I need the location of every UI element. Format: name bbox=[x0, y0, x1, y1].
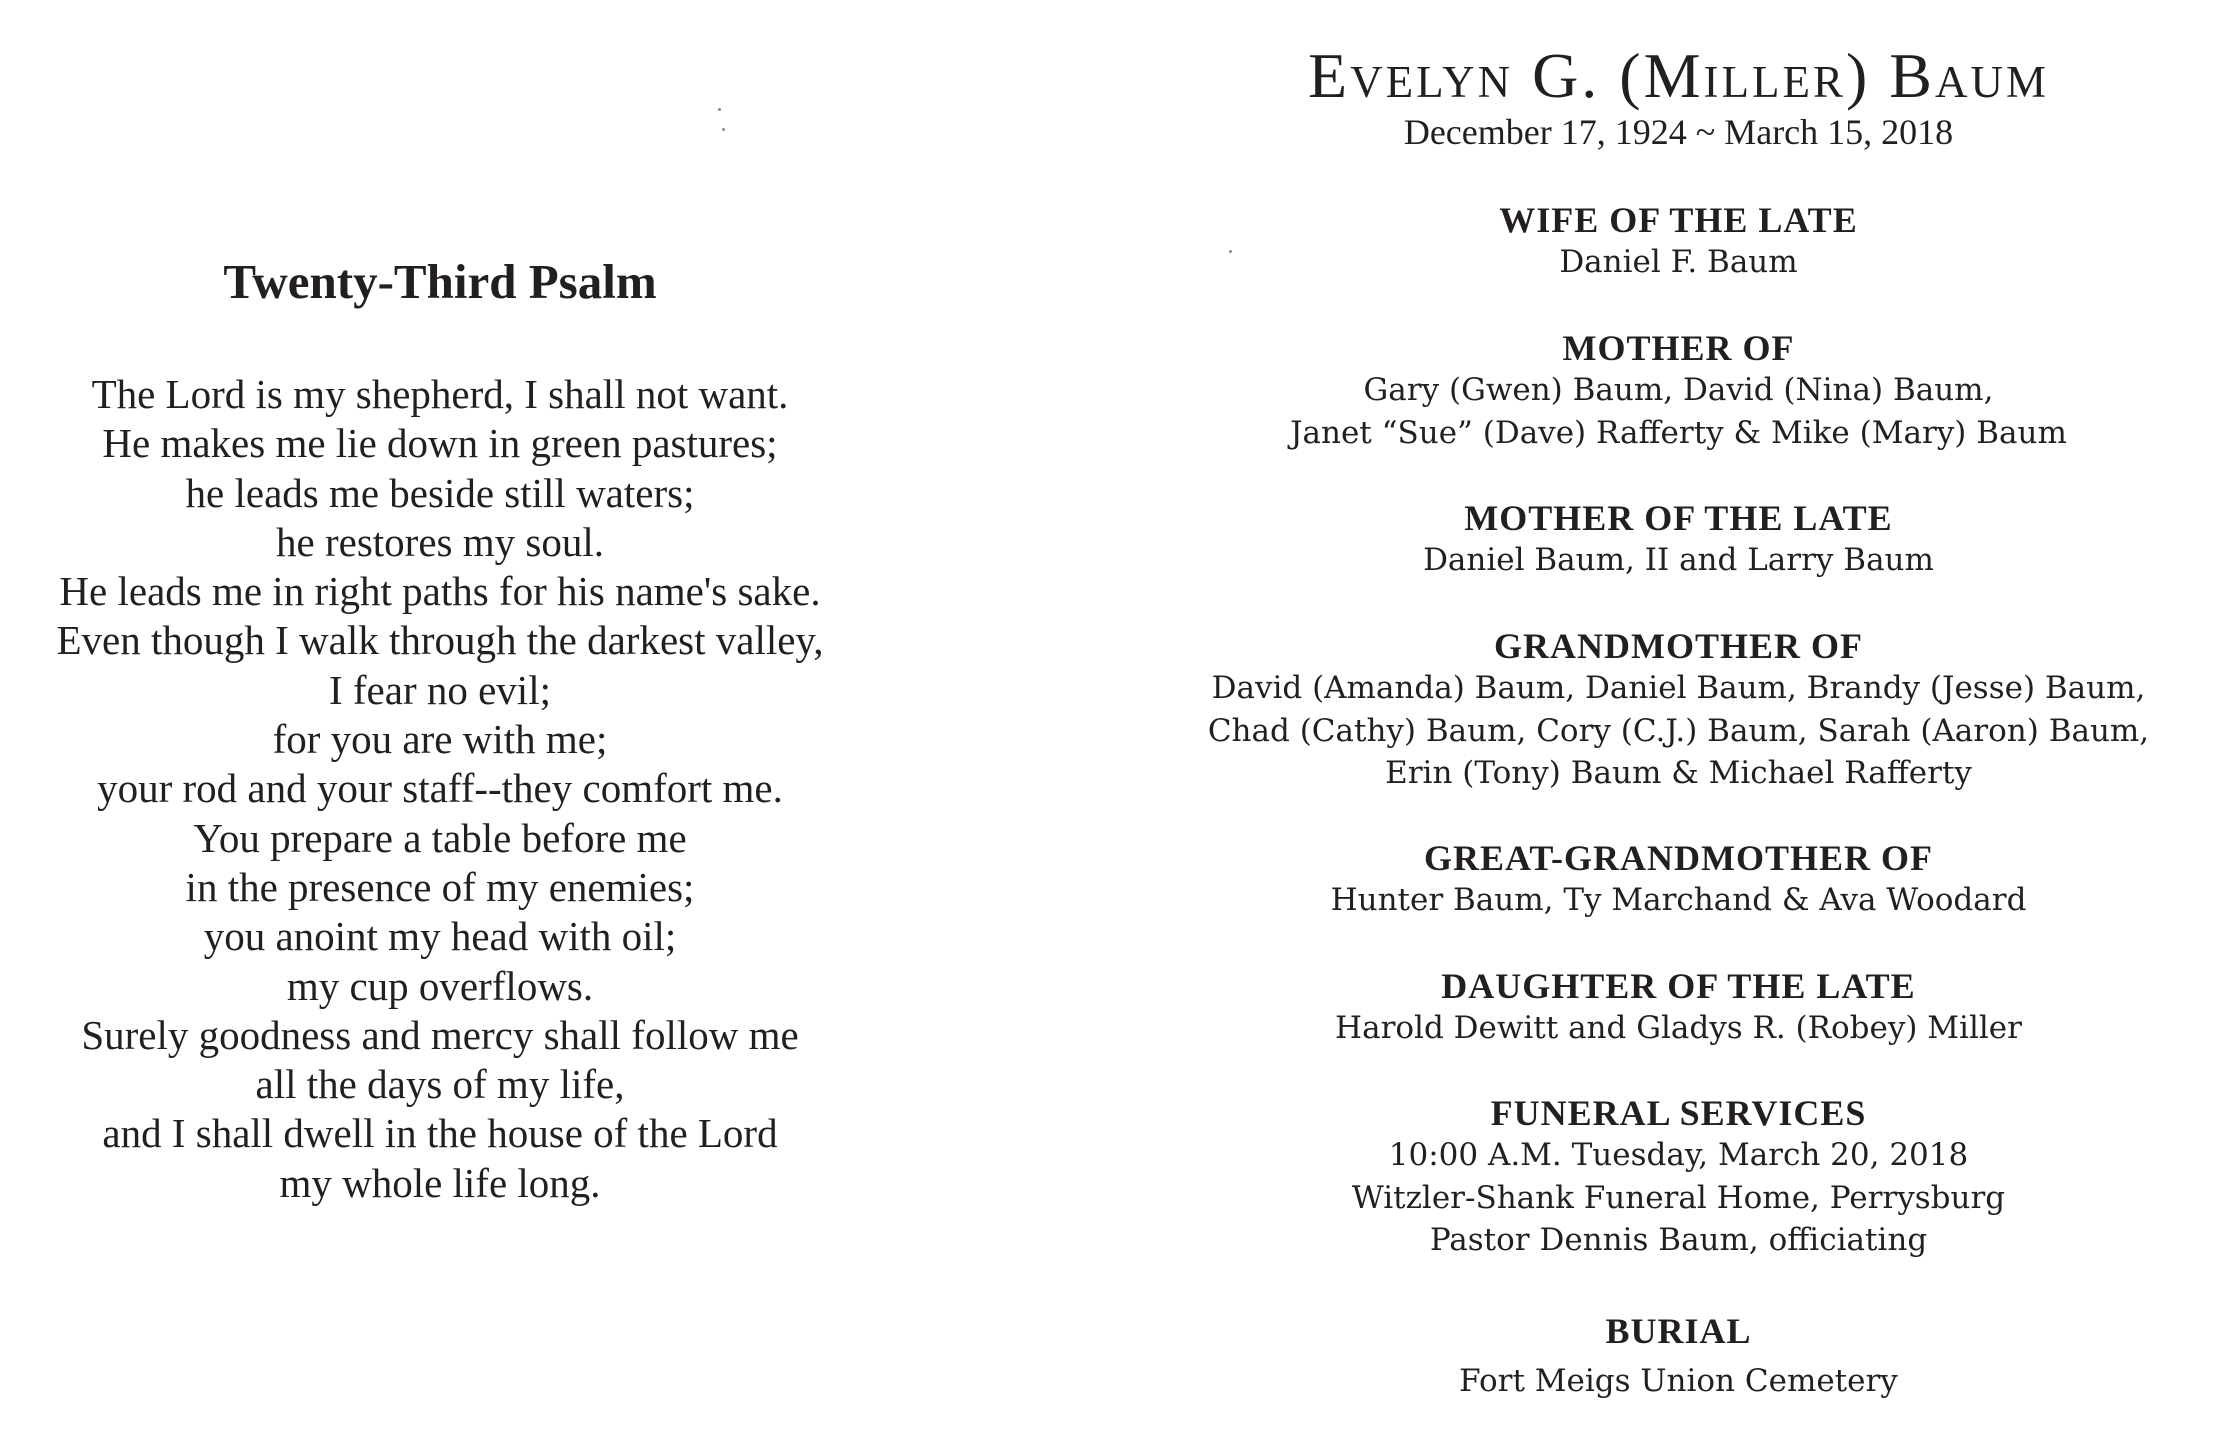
section-line: Daniel F. Baum bbox=[1559, 244, 1798, 280]
section-heading: MOTHER OF bbox=[1562, 328, 1795, 368]
section-mother-of bbox=[1119, 327, 2238, 454]
section-line: Janet “Sue” (Dave) Rafferty & Mike (Mary) Baum bbox=[1290, 414, 2067, 451]
section-great-grandmother-of bbox=[1119, 837, 2238, 922]
section-line: Daniel Baum, II and Larry Baum bbox=[1423, 542, 1934, 578]
section-line: Hunter Baum, Ty Marchand & Ava Woodard bbox=[1330, 882, 2027, 918]
psalm-title: Twenty-Third Psalm bbox=[223, 254, 657, 309]
deceased-name: Evelyn G. (Miller) Baum bbox=[1308, 40, 2049, 111]
psalm-line: my whole life long. bbox=[279, 1159, 601, 1206]
psalm-line: my cup overflows. bbox=[286, 962, 594, 1009]
section-heading: GREAT-GRANDMOTHER OF bbox=[1423, 838, 1934, 878]
psalm-line: I fear no evil; bbox=[329, 666, 551, 713]
section-funeral-services bbox=[1119, 1092, 2238, 1262]
section-heading: MOTHER OF THE LATE bbox=[1464, 498, 1893, 538]
section-heading: WIFE OF THE LATE bbox=[1499, 200, 1858, 240]
psalm-line: your rod and your staff--they comfort me. bbox=[97, 765, 783, 812]
section-mother-of-the-late bbox=[1119, 497, 2238, 582]
psalm-line: Surely goodness and mercy shall follow me bbox=[81, 1011, 799, 1058]
section-line: Pastor Dennis Baum, officiating bbox=[1429, 1222, 1928, 1258]
section-heading: BURIAL bbox=[1605, 1311, 1752, 1351]
section-line: Harold Dewitt and Gladys R. (Robey) Miller bbox=[1335, 1010, 2022, 1046]
psalm-line: you anoint my head with oil; bbox=[203, 913, 677, 960]
section-heading: GRANDMOTHER OF bbox=[1494, 626, 1863, 666]
psalm-line: Even though I walk through the darkest valley, bbox=[56, 617, 824, 664]
psalm-line: and I shall dwell in the house of the Lord bbox=[102, 1110, 778, 1157]
psalm-line: The Lord is my shepherd, I shall not want. bbox=[91, 371, 789, 417]
scan-speck bbox=[718, 108, 721, 111]
section-line: Gary (Gwen) Baum, David (Nina) Baum, bbox=[1363, 372, 1994, 408]
section-line: Witzler-Shank Funeral Home, Perrysburg bbox=[1351, 1179, 2006, 1216]
psalm-line: in the presence of my enemies; bbox=[185, 863, 695, 910]
scan-speck bbox=[722, 128, 725, 131]
section-burial bbox=[1119, 1310, 2238, 1403]
psalm-line: he restores my soul. bbox=[276, 518, 604, 565]
psalm-line: all the days of my life, bbox=[255, 1061, 625, 1108]
section-daughter-of-the-late bbox=[1119, 965, 2238, 1050]
psalm-line: for you are with me; bbox=[272, 716, 608, 763]
psalm-line: He makes me lie down in green pastures; bbox=[102, 420, 778, 467]
section-wife-of-the-late bbox=[1119, 199, 2238, 284]
section-heading: FUNERAL SERVICES bbox=[1490, 1093, 1867, 1133]
psalm-line: He leads me in right paths for his name's sake. bbox=[59, 568, 821, 615]
section-grandmother-of bbox=[1119, 625, 2238, 795]
section-heading: DAUGHTER OF THE LATE bbox=[1441, 966, 1916, 1006]
section-line: 10:00 A.M. Tuesday, March 20, 2018 bbox=[1388, 1137, 1969, 1173]
section-line: David (Amanda) Baum, Daniel Baum, Brandy (Jesse) Baum, bbox=[1211, 670, 2146, 706]
right-page-obituary bbox=[1119, 0, 2238, 1447]
section-line: Chad (Cathy) Baum, Cory (C.J.) Baum, Sarah (Aaron) Baum, bbox=[1207, 712, 2150, 749]
section-line: Erin (Tony) Baum & Michael Rafferty bbox=[1385, 755, 1972, 791]
psalm-text bbox=[0, 370, 880, 1208]
psalm-line: You prepare a table before me bbox=[193, 814, 687, 861]
section-line: Fort Meigs Union Cemetery bbox=[1459, 1363, 1898, 1399]
psalm-line: he leads me beside still waters; bbox=[185, 469, 695, 516]
life-dates: December 17, 1924 ~ March 15, 2018 bbox=[1403, 112, 1954, 152]
